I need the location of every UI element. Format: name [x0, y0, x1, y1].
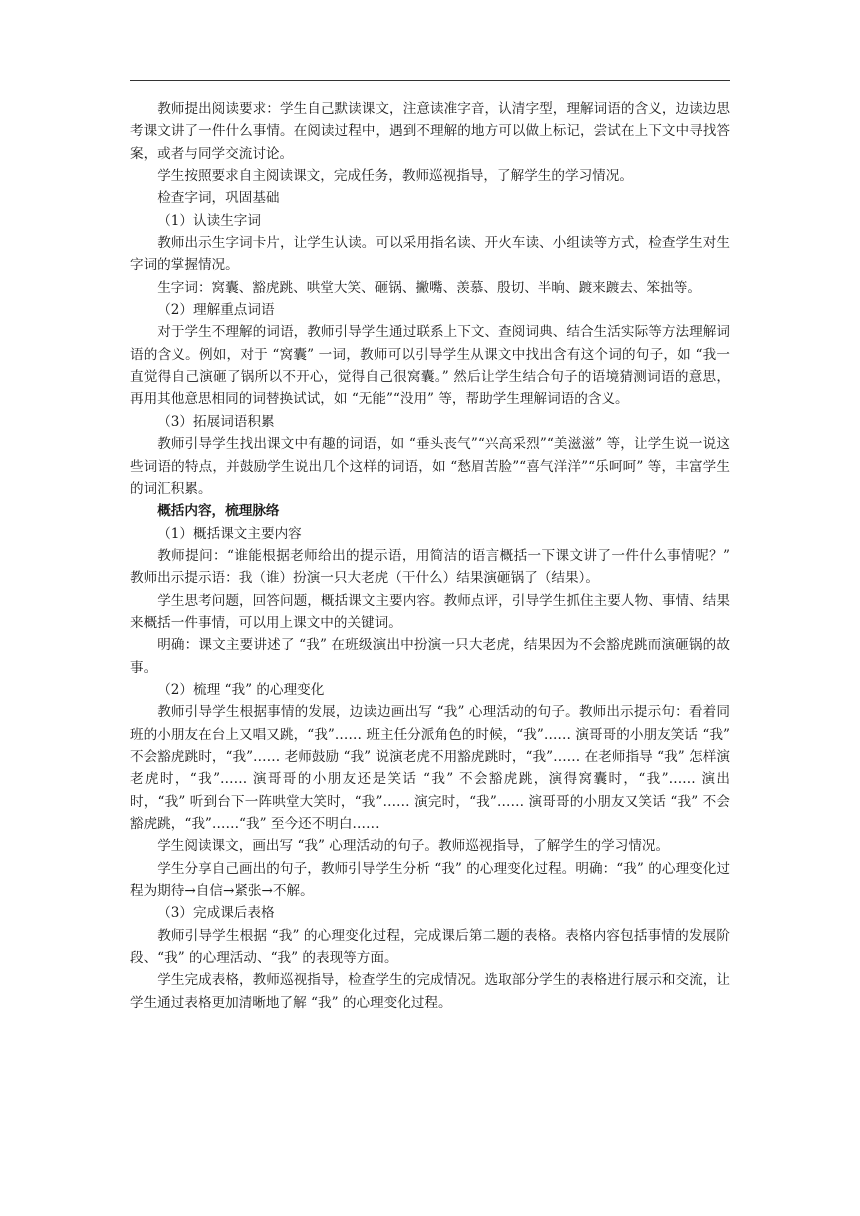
subheading-key-words: （2）理解重点词语	[157, 302, 275, 319]
paragraph-interesting-words: 教师引导学生找出课文中有趣的词语，如 “垂头丧气”“兴高采烈”“美滋滋” 等，让学生说一说这些词语的特点，并鼓励学生说出几个这样的词语，如 “愁眉苦脸”“喜气洋洋”“乐呵呵” 等，丰富学生的词汇积累。	[130, 436, 730, 497]
paragraph-reading-requirements: 教师提出阅读要求：学生自己默读课文，注意读准字音，认清字型，理解词语的含义，边读边思考课文讲了一件什么事情。在阅读过程中，遇到不理解的地方可以做上标记，尝试在上下文中寻找答案，或者与同学交流讨论。	[130, 101, 730, 162]
paragraph-students-mark: 学生阅读课文，画出写 “我” 心理活动的句子。教师巡视指导，了解学生的学习情况。	[157, 838, 670, 855]
subheading-complete-table: （3）完成课后表格	[157, 905, 275, 922]
header-rule	[130, 80, 730, 81]
paragraph-new-words-list: 生字词：窝囊、豁虎跳、哄堂大笑、砸锅、撇嘴、羡慕、殷切、半晌、踱来踱去、笨拙等。	[157, 279, 701, 296]
paragraph-key-words-method: 对于学生不理解的词语，教师引导学生通过联系上下文、查阅词典、结合生活实际等方法理解词语的含义。例如，对于 “窝囊” 一词，教师可以引导学生从课文中找出含有这个词的句子，如 “我一直觉得自己演砸了锅所以不开心，觉得自己很窝囊。” 然后让学生结合句子的语境猜测词语的意思，再用其他意思相同的词替换试试，如 “无能”“没用” 等，帮助学生理解词语的含义。	[130, 324, 730, 408]
paragraph-student-reading: 学生按照要求自主阅读课文，完成任务，教师巡视指导，了解学生的学习情况。	[157, 168, 633, 185]
document-body	[130, 98, 730, 1014]
paragraph-table-guidance: 教师引导学生根据 “我” 的心理变化过程，完成课后第二题的表格。表格内容包括事情的发展阶段、“我” 的心理活动、“我” 的表现等方面。	[130, 927, 730, 967]
heading-check-words: 检查字词，巩固基础	[157, 190, 280, 207]
subheading-expand-vocabulary: （3）拓展词语积累	[157, 413, 275, 430]
paragraph-word-cards: 教师出示生字词卡片，让学生认读。可以采用指名读、开火车读、小组读等方式，检查学生对生字词的掌握情况。	[130, 235, 730, 274]
paragraph-teacher-question: 教师提问：“谁能根据老师给出的提示语，用简洁的语言概括一下课文讲了一件什么事情呢？” 教师出示提示语：我（谁）扮演一只大老虎（干什么）结果演砸锅了（结果）。	[130, 547, 730, 587]
heading-summarize-content: 概括内容，梳理脉络	[157, 503, 280, 520]
paragraph-clarify-main: 明确：课文主要讲述了 “我” 在班级演出中扮演一只大老虎，结果因为不会豁虎跳而演砸锅的故事。	[130, 637, 730, 676]
paragraph-prompt-sentences: 教师引导学生根据事情的发展，边读边画出写 “我” 心理活动的句子。教师出示提示句：看着同班的小朋友在台上又唱又跳，“我”…… 班主任分派角色的时候，“我”…… 演哥哥的小朋友笑话 “我” 不会豁虎跳时，“我”…… 老师鼓励 “我” 说演老虎不用豁虎跳时，“我”…… 在老师指导 “我” 怎样演老虎时，“我”…… 演哥哥的小朋友还是笑话 “我” 不会豁虎跳，演得窝囊时，“我”…… 演出时，“我” 听到台下一阵哄堂大笑时，“我”…… 演完时，“我”…… 演哥哥的小朋友又笑话 “我” 不会豁虎跳，“我”……“我” 至今还不明白……	[130, 704, 730, 832]
paragraph-student-answer: 学生思考问题，回答问题，概括课文主要内容。教师点评，引导学生抓住主要人物、事情、结果来概括一件事情，可以用上课文中的关键词。	[130, 592, 730, 631]
paragraph-table-share: 学生完成表格，教师巡视指导，检查学生的完成情况。选取部分学生的表格进行展示和交流，让学生通过表格更加清晰地了解 “我” 的心理变化过程。	[130, 972, 730, 1011]
subheading-main-content: （1）概括课文主要内容	[157, 525, 302, 542]
paragraph-share-sentences: 学生分享自己画出的句子，教师引导学生分析 “我” 的心理变化过程。明确：“我” 的心理变化过程为期待→自信→紧张→不解。	[130, 860, 730, 900]
subheading-read-new-words: （1）认读生字词	[157, 212, 261, 229]
subheading-mental-change: （2）梳理 “我” 的心理变化	[157, 681, 325, 698]
